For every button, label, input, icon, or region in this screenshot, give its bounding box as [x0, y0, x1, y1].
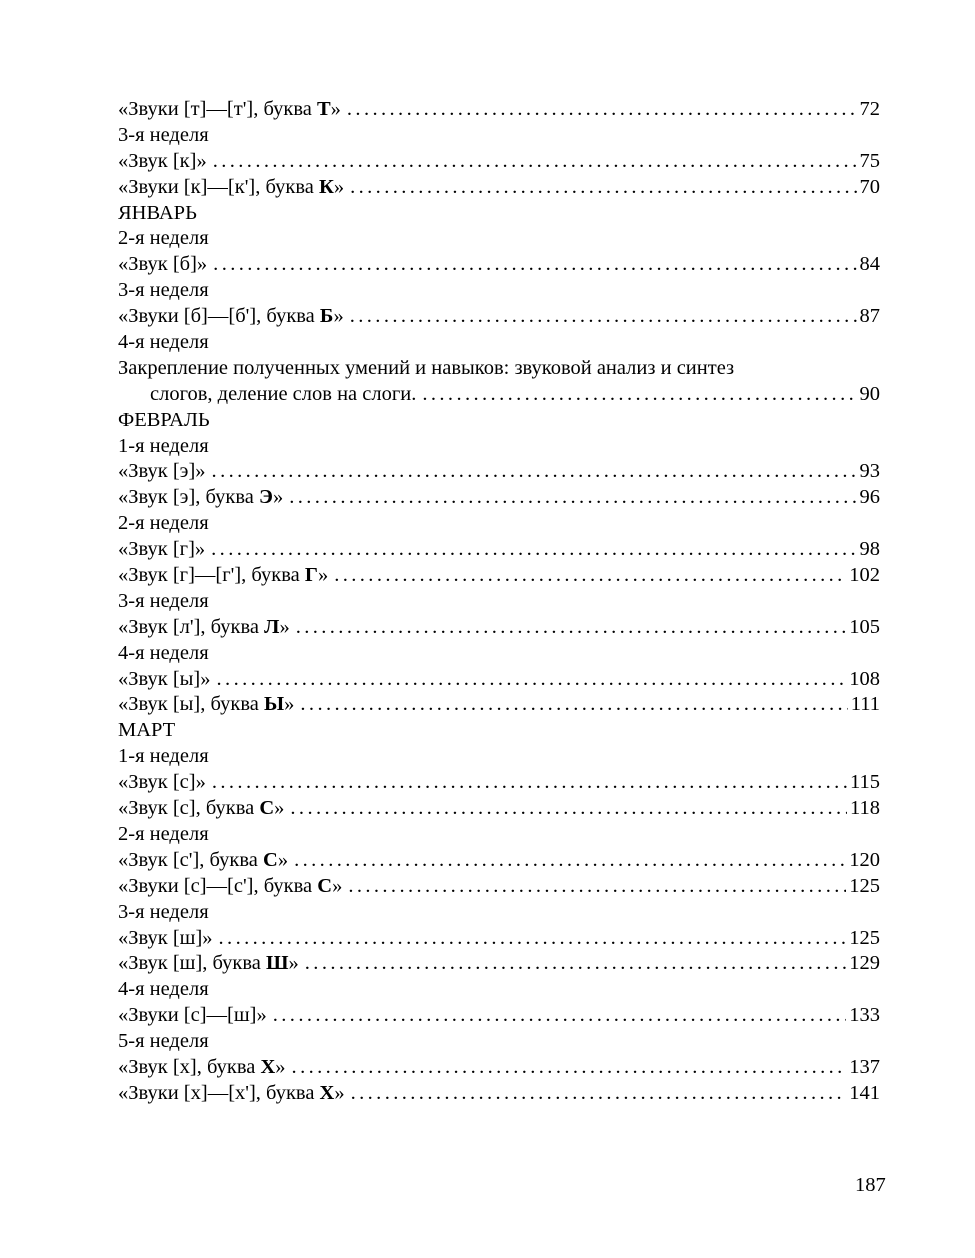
toc-entry-page: 75: [859, 149, 880, 172]
toc-entry-text-end: »: [332, 874, 343, 897]
toc-entry-letter: Э: [259, 486, 273, 509]
toc-heading: [118, 356, 880, 382]
toc-entry: [118, 1003, 880, 1029]
toc-entry-letter: С: [263, 848, 278, 871]
toc-heading-text: 2-я неделя: [118, 822, 209, 845]
dot-leader: [290, 796, 847, 822]
toc-entry-title: [118, 770, 206, 796]
toc-entry-text: «Звук [ш]»: [118, 926, 213, 949]
toc-entry-text: «Звук [л'], буква: [118, 615, 265, 638]
dot-leader: [351, 1081, 847, 1107]
toc-entry-text: «Звук [э]»: [118, 460, 206, 483]
toc-heading: [118, 977, 880, 1003]
toc-entry-text-end: »: [275, 1055, 286, 1078]
toc-entry: [118, 1081, 880, 1107]
toc-entry-page: 87: [859, 305, 880, 328]
toc-entry-letter: С: [259, 797, 275, 820]
toc-heading-text: 3-я неделя: [118, 279, 209, 302]
dot-leader: [296, 615, 847, 641]
toc-heading-text: 3-я неделя: [118, 123, 209, 146]
dot-leader: [219, 926, 847, 952]
toc-entry-page: 108: [849, 667, 880, 690]
toc-entry-text: «Звуки [х]—[х'], буква: [118, 1081, 320, 1104]
toc-heading-text: 1-я неделя: [118, 745, 209, 768]
toc-entry-text: «Звуки [с]—[с'], буква: [118, 874, 318, 897]
dot-leader: [211, 537, 856, 563]
toc-entry: [118, 563, 880, 589]
toc-entry: [118, 304, 880, 330]
toc-entry-text-end: »: [330, 98, 341, 120]
toc-entry-text: слогов, деление слов на слоги.: [150, 382, 417, 405]
toc-heading-text: 4-я неделя: [118, 331, 209, 354]
toc-entry: [118, 537, 880, 563]
toc-entry-text: «Звук [ы], буква: [118, 693, 265, 716]
toc-entry-title: [118, 796, 284, 822]
toc-entry-page: 111: [850, 693, 880, 716]
toc-entry-text: «Звуки [т]—[т'], буква: [118, 98, 317, 120]
toc-entry: [118, 796, 880, 822]
toc-entry-title: [118, 1003, 267, 1029]
dot-leader: [305, 951, 846, 977]
toc-entry: [118, 667, 880, 693]
toc-entry-text: «Звук [б]»: [118, 253, 208, 276]
toc-heading-text: 4-я неделя: [118, 641, 209, 664]
toc-entry-page: 72: [859, 98, 880, 120]
toc-entry-text: «Звук [с'], буква: [118, 848, 264, 871]
toc-entry-title: [118, 459, 206, 485]
toc-entry-text-end: »: [288, 952, 299, 975]
toc-heading-text: 3-я неделя: [118, 589, 209, 612]
toc-entry-page: 84: [859, 253, 880, 276]
toc-entry-title: [118, 485, 283, 511]
toc-entry-text: «Звук [э], буква: [118, 486, 260, 509]
toc-entry-title: [118, 252, 207, 278]
toc-entry-page: 90: [859, 382, 880, 405]
toc-heading: [118, 900, 880, 926]
toc-entry-title: [118, 563, 328, 589]
toc-entry-title: [118, 537, 205, 563]
toc-entry-page: 70: [859, 175, 880, 198]
toc-entry-text-end: »: [272, 486, 284, 509]
toc-entry-text-end: »: [333, 305, 344, 328]
toc-entry-text: «Звук [г]—[г'], буква: [118, 564, 305, 587]
toc-entry-text: «Звук [к]»: [118, 149, 207, 172]
dot-leader: [334, 563, 846, 589]
page-number: 187: [855, 1174, 886, 1196]
toc-entry: [118, 926, 880, 952]
dot-leader: [289, 485, 856, 511]
toc-entry: [118, 951, 880, 977]
toc-entry-page: 115: [850, 771, 880, 794]
toc-entry-title: [118, 874, 342, 900]
toc-entry: [118, 382, 880, 408]
toc-entry-letter: С: [317, 874, 333, 897]
dot-leader: [350, 175, 856, 201]
toc-heading: [118, 822, 880, 848]
toc-entry-letter: Ы: [264, 693, 285, 716]
toc-entry-page: 98: [859, 538, 880, 561]
toc-entry: [118, 692, 880, 718]
toc-heading: [118, 330, 880, 356]
toc-entry-page: 120: [849, 848, 880, 871]
dot-leader: [292, 1055, 847, 1081]
toc-entry-title: [118, 848, 288, 874]
toc-entry-letter: Л: [264, 615, 280, 638]
toc-heading: [118, 718, 880, 744]
toc-heading: [118, 589, 880, 615]
toc-entry-title: [118, 615, 290, 641]
toc-entry-title: [118, 951, 299, 977]
toc-entry-title: [118, 1081, 345, 1107]
toc-entry-page: 125: [849, 874, 880, 897]
toc-entry-text: «Звук [х], буква: [118, 1055, 261, 1078]
toc-entry-title: [118, 97, 341, 123]
toc-heading-text: Закрепление полученных умений и навыков: звуковой анализ и синтез: [118, 356, 735, 379]
toc-entry-page: 102: [849, 564, 880, 587]
toc-entry-title: [118, 667, 211, 693]
toc-entry-text-end: »: [334, 1081, 345, 1104]
toc-entry-text-end: »: [317, 564, 329, 587]
toc-entry-page: 118: [850, 797, 880, 820]
toc-entry-letter: Г: [304, 564, 318, 587]
toc-entry-letter: К: [318, 175, 334, 198]
toc-entry-text: «Звуки [с]—[ш]»: [118, 1004, 267, 1027]
toc-entry-page: 137: [849, 1055, 880, 1078]
toc-entry: [118, 848, 880, 874]
toc-entry: [118, 615, 880, 641]
toc-entry-title: [150, 382, 416, 408]
toc-heading-text: 3-я неделя: [118, 900, 209, 923]
toc-entry: [118, 252, 880, 278]
dot-leader: [212, 459, 857, 485]
toc-entry-text: «Звук [ы]»: [118, 667, 211, 690]
toc-entry-letter: Ш: [266, 952, 289, 975]
toc-heading-text: 2-я неделя: [118, 227, 209, 250]
toc-heading: [118, 1029, 880, 1055]
toc-entry-text: «Звуки [к]—[к'], буква: [118, 175, 319, 198]
toc-entry-page: 133: [849, 1004, 880, 1027]
toc-entry-title: [118, 692, 294, 718]
toc-entry-page: 96: [859, 486, 880, 509]
dot-leader: [347, 97, 857, 123]
toc-entry-page: 129: [849, 952, 880, 975]
toc-entry-text-end: »: [284, 693, 295, 716]
toc-entry-text: «Звук [ш], буква: [118, 952, 267, 975]
toc-entry: [118, 770, 880, 796]
toc-entry-letter: Б: [319, 305, 334, 328]
toc-entry-title: [118, 304, 344, 330]
dot-leader: [348, 874, 846, 900]
dot-leader: [213, 149, 857, 175]
toc-entry: [118, 874, 880, 900]
toc-heading: [118, 511, 880, 537]
toc-entry-page: 141: [849, 1081, 880, 1104]
toc-heading-text: МАРТ: [118, 719, 176, 742]
toc-entry: [118, 97, 880, 123]
dot-leader: [350, 304, 857, 330]
toc-heading-text: ЯНВАРЬ: [118, 201, 197, 224]
toc-entry: [118, 149, 880, 175]
table-of-contents: [118, 97, 880, 1107]
toc-heading: [118, 201, 880, 227]
toc-entry-text-end: »: [279, 615, 290, 638]
toc-entry-text: «Звуки [б]—[б'], буква: [118, 305, 320, 328]
dot-leader: [217, 667, 847, 693]
toc-heading: [118, 123, 880, 149]
toc-entry-title: [118, 926, 213, 952]
dot-leader: [273, 1003, 847, 1029]
toc-entry-letter: Т: [316, 98, 331, 120]
toc-heading-text: 4-я неделя: [118, 978, 209, 1001]
dot-leader: [300, 692, 847, 718]
toc-heading-text: ФЕВРАЛЬ: [118, 408, 210, 431]
toc-heading: [118, 434, 880, 460]
toc-entry-page: 125: [849, 926, 880, 949]
toc-entry: [118, 175, 880, 201]
dot-leader: [294, 848, 846, 874]
toc-entry-page: 93: [859, 460, 880, 483]
toc-heading: [118, 408, 880, 434]
toc-entry: [118, 1055, 880, 1081]
dot-leader: [212, 770, 847, 796]
toc-entry-text-end: »: [333, 175, 345, 198]
dot-leader: [213, 252, 856, 278]
toc-entry-page: 105: [849, 615, 880, 638]
toc-heading: [118, 744, 880, 770]
toc-heading: [118, 278, 880, 304]
toc-heading-text: 5-я неделя: [118, 1030, 209, 1053]
toc-entry-text-end: »: [277, 848, 289, 871]
toc-entry-letter: Х: [319, 1081, 335, 1104]
toc-heading-text: 1-я неделя: [118, 434, 209, 457]
toc-entry-text: «Звук [с]»: [118, 771, 206, 794]
dot-leader: [422, 382, 856, 408]
toc-entry-text: «Звук [г]»: [118, 538, 206, 561]
toc-entry-title: [118, 175, 344, 201]
toc-entry: [118, 485, 880, 511]
toc-entry-text-end: »: [274, 797, 285, 820]
toc-heading: [118, 226, 880, 252]
toc-entry-title: [118, 1055, 286, 1081]
toc-entry-letter: Х: [260, 1055, 276, 1078]
toc-heading-text: 2-я неделя: [118, 512, 209, 535]
toc-heading: [118, 641, 880, 667]
toc-entry-title: [118, 149, 207, 175]
toc-entry-text: «Звук [с], буква: [118, 797, 260, 820]
toc-entry: [118, 459, 880, 485]
